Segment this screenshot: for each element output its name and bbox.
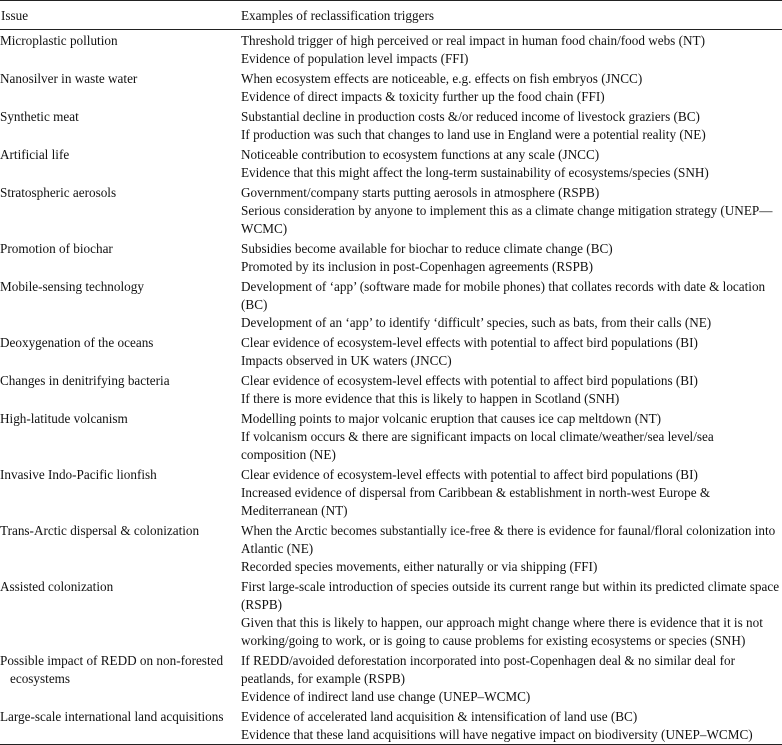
issue-cell: Deoxygenation of the oceans (0, 335, 154, 350)
table-row (0, 276, 782, 332)
trigger-text: Development of ‘app’ (software made for mobile phones) that collates records with date & location (BC) (241, 279, 766, 312)
trigger-text: Evidence of direct impacts & toxicity further up the food chain (FFI) (241, 89, 605, 104)
triggers-cell (241, 32, 782, 68)
issue-cell: Promotion of biochar (0, 241, 113, 256)
table-row (0, 520, 782, 576)
issue-cell: Assisted colonization (0, 579, 114, 594)
triggers-cell (241, 708, 782, 744)
table-row (0, 238, 782, 276)
table-row (0, 182, 782, 238)
trigger-text: Promoted by its inclusion in post-Copenhagen agreements (RSPB) (241, 259, 593, 274)
trigger-text: Clear evidence of ecosystem-level effects with potential to affect bird populations (BI) (241, 373, 698, 388)
trigger-text: When the Arctic becomes substantially ice-free & there is evidence for faunal/floral colonization into Atlantic (NE) (241, 523, 776, 556)
table-row (0, 106, 782, 144)
trigger-text: Government/company starts putting aerosols in atmosphere (RSPB) (241, 185, 600, 200)
triggers-cell (241, 334, 782, 370)
table-row (0, 464, 782, 520)
trigger-text: Serious consideration by anyone to implement this as a climate change mitigation strategy (UNEP—WCMC) (241, 203, 773, 236)
trigger-text: First large-scale introduction of species outside its current range but within its predicted climate space (RSPB) (241, 579, 780, 612)
triggers-cell (241, 522, 782, 576)
trigger-text: Impacts observed in UK waters (JNCC) (241, 353, 452, 368)
table-header (0, 0, 782, 29)
issue-cell: High-latitude volcanism (0, 411, 128, 426)
table-row (0, 370, 782, 408)
trigger-text: Recorded species movements, either naturally or via shipping (FFI) (241, 559, 598, 574)
trigger-text: If there is more evidence that this is likely to happen in Scotland (SNH) (241, 391, 620, 406)
trigger-text: If production was such that changes to land use in England were a potential reality (NE) (241, 127, 706, 142)
triggers-cell (241, 372, 782, 408)
trigger-text: Development of an ‘app’ to identify ‘difficult’ species, such as bats, from their calls (NE) (241, 315, 712, 330)
triggers-cell (241, 146, 782, 182)
table-row (0, 332, 782, 370)
triggers-cell (241, 652, 782, 706)
table-body (0, 29, 782, 745)
triggers-cell (241, 410, 782, 464)
trigger-text: Substantial decline in production costs &/or reduced income of livestock graziers (BC) (241, 109, 700, 124)
triggers-cell (241, 278, 782, 332)
issue-cell: Changes in denitrifying bacteria (0, 373, 170, 388)
trigger-text: Modelling points to major volcanic eruption that causes ice cap meltdown (NT) (241, 411, 662, 426)
header-triggers: Examples of reclassification triggers (241, 7, 434, 23)
trigger-text: Noticeable contribution to ecosystem functions at any scale (JNCC) (241, 147, 600, 162)
trigger-text: Increased evidence of dispersal from Caribbean & establishment in north-west Europe & Mediterranean (NT) (241, 485, 711, 518)
header-issue: Issue (1, 7, 29, 23)
trigger-text: Subsidies become available for biochar to reduce climate change (BC) (241, 241, 613, 256)
trigger-text: If volcanism occurs & there are significant impacts on local climate/weather/sea level/sea composition (NE) (241, 429, 714, 462)
triggers-cell (241, 108, 782, 144)
issue-cell: Synthetic meat (0, 109, 79, 124)
trigger-text: Given that this is likely to happen, our approach might change where there is evidence that it is not working/going to work, or is going to cause problems for existing ecosystems or species (SNH) (241, 615, 763, 648)
issue-cell: Trans-Arctic dispersal & colonization (0, 523, 200, 538)
triggers-cell (241, 70, 782, 106)
trigger-text: When ecosystem effects are noticeable, e.g. effects on fish embryos (JNCC) (241, 71, 643, 86)
issue-cell: Nanosilver in waste water (0, 71, 138, 86)
triggers-cell (241, 184, 782, 238)
trigger-text: Evidence that this might affect the long-term sustainability of ecosystems/species (SNH) (241, 165, 709, 180)
triggers-cell (241, 578, 782, 650)
table-row (0, 576, 782, 650)
table-row (0, 68, 782, 106)
table-row (0, 408, 782, 464)
trigger-text: Clear evidence of ecosystem-level effects with potential to affect bird populations (BI) (241, 335, 698, 350)
triggers-cell (241, 466, 782, 520)
trigger-text: Evidence of accelerated land acquisition & intensification of land use (BC) (241, 709, 638, 724)
table-row (0, 30, 782, 68)
trigger-text: Evidence of population level impacts (FFI) (241, 51, 469, 66)
issue-cell: Invasive Indo-Pacific lionfish (0, 467, 157, 482)
trigger-text: If REDD/avoided deforestation incorporated into post-Copenhagen deal & no similar deal for peatlands, for example (RSPB) (241, 653, 736, 686)
issue-cell: Large-scale international land acquisitions (0, 709, 224, 724)
issue-cell: Possible impact of REDD on non-forested ecosystems (0, 653, 224, 686)
table-row (0, 650, 782, 706)
issue-cell: Stratospheric aerosols (0, 185, 117, 200)
triggers-cell (241, 240, 782, 276)
issue-cell: Artificial life (0, 147, 70, 162)
trigger-text: Threshold trigger of high perceived or real impact in human food chain/food webs (NT) (241, 33, 705, 48)
table-row (0, 144, 782, 182)
trigger-text: Evidence that these land acquisitions will have negative impact on biodiversity (UNEP–WCMC) (241, 727, 753, 742)
issue-cell: Mobile-sensing technology (0, 279, 144, 294)
trigger-text: Clear evidence of ecosystem-level effects with potential to affect bird populations (BI) (241, 467, 698, 482)
table-row (0, 706, 782, 745)
trigger-text: Evidence of indirect land use change (UNEP–WCMC) (241, 689, 531, 704)
issue-cell: Microplastic pollution (0, 33, 118, 48)
